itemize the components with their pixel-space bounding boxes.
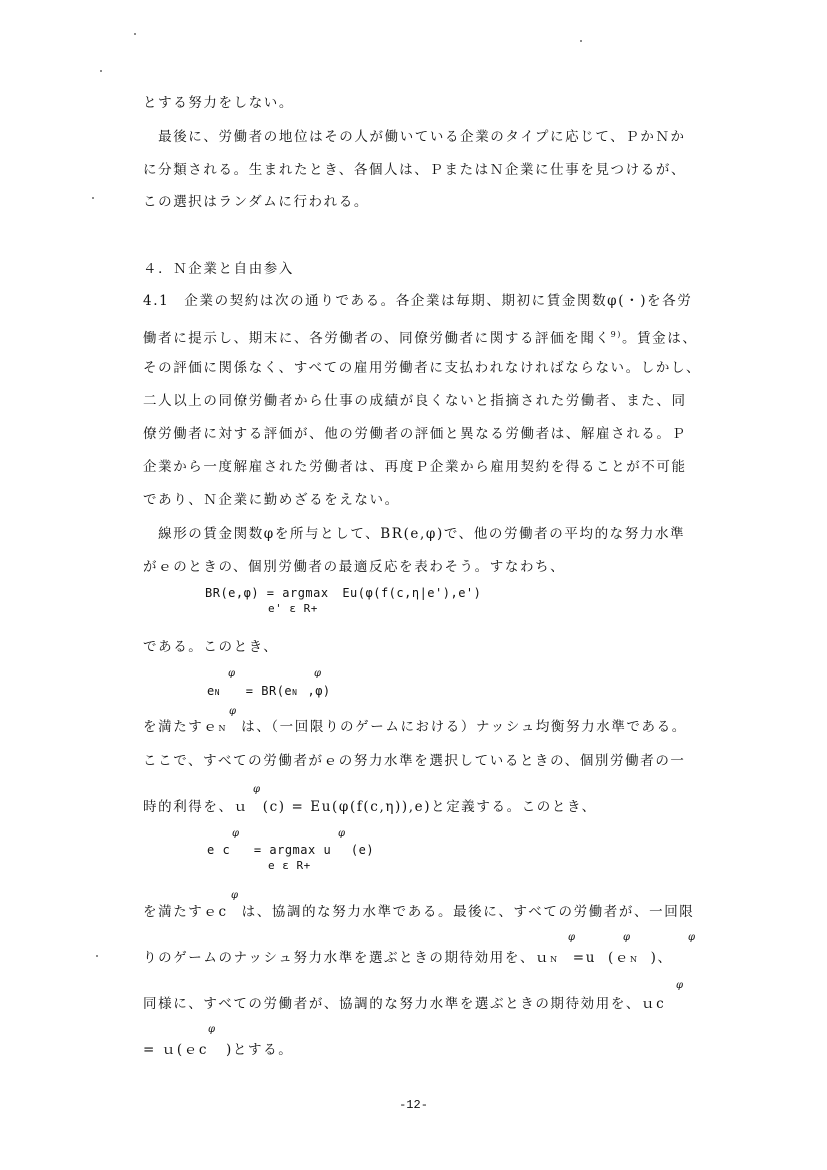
phi-superscript: φ	[338, 828, 346, 839]
text-line	[143, 326, 697, 348]
text-span: (ｅ	[608, 950, 630, 966]
formula-ec	[207, 842, 374, 858]
formula-en	[207, 683, 331, 701]
text-line: に分類される。生まれたとき、各個人は、ＰまたはＮ企業に仕事を見つけるが、	[143, 162, 687, 178]
footnote-reference: 9)	[610, 330, 622, 339]
text-line: その評価に関係なく、すべての雇用労働者に支払われなければならない。しかし、	[143, 360, 702, 376]
text-span: は、協調的な努力水準である。最後に、すべての労働者が、一回限	[241, 904, 695, 920]
text-line: 企業から一度解雇された労働者は、再度Ｐ企業から雇用契約を得ることが不可能	[143, 459, 687, 475]
phi-superscript: φ	[228, 668, 236, 679]
formula-ec-mid: = argmax u	[253, 843, 332, 857]
scan-speck	[92, 197, 94, 199]
text-span: )	[650, 950, 658, 966]
text-line: 線形の賃金関数φを所与として、BR(e,φ)で、他の労働者の平均的な努力水準	[143, 526, 686, 542]
phi-superscript: φ	[208, 1024, 216, 1035]
phi-superscript: φ	[676, 980, 684, 991]
text-line: この選択はランダムに行われる。	[143, 194, 369, 210]
text-span: (c) = Eu(φ(f(c,η)),e)と定義する。このとき、	[262, 799, 597, 815]
formula-ec-tail: (e)	[350, 843, 375, 857]
text-line	[143, 718, 687, 738]
scan-speck	[100, 70, 102, 72]
text-line: とする努力をしない。	[143, 95, 294, 111]
text-span: 。賃金は、	[621, 330, 698, 347]
text-line	[143, 903, 694, 921]
text-line: である。このとき、	[143, 639, 279, 655]
phi-superscript: φ	[231, 890, 239, 901]
text-line	[143, 949, 673, 969]
formula-ec-under: e ε R+	[268, 859, 311, 872]
formula-en-rhs: = BR(e	[245, 684, 293, 698]
text-line	[143, 1041, 293, 1059]
text-span: )とする。	[226, 1042, 294, 1058]
formula-ec-lhs: e c	[207, 843, 231, 857]
text-span: = ｕ(ｅc	[143, 1042, 209, 1058]
text-line: 最後に、労働者の地位はその人が働いている企業のタイプに応じて、ＰかＮか	[143, 129, 686, 145]
formula-en-tail: ,φ)	[307, 684, 331, 698]
formula-br	[205, 585, 481, 601]
phi-superscript: φ	[314, 668, 322, 679]
text-line	[143, 798, 597, 816]
phi-superscript: φ	[232, 828, 240, 839]
scan-speck	[96, 955, 98, 957]
phi-superscript: φ	[623, 932, 631, 943]
text-line: 僚労働者に対する評価が、他の労働者の評価と異なる労働者は、解雇される。Ｐ	[143, 426, 687, 442]
page-number: -12-	[399, 1098, 428, 1112]
phi-superscript: φ	[568, 932, 576, 943]
text-span: 時的利得を、ｕ	[143, 799, 249, 815]
text-span: を満たすｅc	[143, 904, 228, 920]
text-span: りのゲームのナッシュ努力水準を選ぶときの期待効用を、ｕ	[143, 950, 551, 966]
formula-br-under: e' ε R+	[268, 602, 318, 615]
text-line: がｅのときの、個別労働者の最適反応を表わそう。すなわち、	[143, 559, 566, 575]
subscript-n: N	[550, 955, 559, 964]
text-span: 、	[657, 950, 673, 966]
formula-en-lhs: e	[207, 684, 215, 698]
formula-en-rhs-sub: N	[292, 688, 298, 697]
formula-br-rhs: Eu(φ(f(c,η|e'),e')	[342, 586, 482, 600]
text-span: =u	[572, 950, 596, 966]
text-line: 4.1 企業の契約は次の通りである。各企業は毎期、期初に賃金関数φ(・)を各労	[143, 293, 693, 309]
text-span: は、（一回限りのゲームにおける）ナッシュ均衡努力水準である。	[241, 719, 687, 735]
text-line: であり、Ｎ企業に勤めざるをえない。	[143, 492, 400, 508]
text-line: ここで、すべての労働者がｅの努力水準を選択しているときの、個別労働者の一	[143, 753, 686, 769]
scan-speck	[580, 40, 582, 42]
text-line: 二人以上の同僚労働者から仕事の成績が良くないと指摘された労働者、また、同	[143, 393, 687, 409]
phi-superscript: φ	[229, 706, 237, 717]
phi-superscript: φ	[253, 784, 261, 795]
text-span: を満たすｅ	[143, 719, 219, 735]
phi-superscript: φ	[688, 932, 696, 943]
formula-br-lhs: BR(e,φ) = argmax	[205, 586, 329, 600]
subscript-n: N	[629, 955, 639, 964]
formula-en-sub: N	[214, 688, 221, 697]
text-line: 同様に、すべての労働者が、協調的な努力水準を選ぶときの期待効用を、ｕc	[143, 996, 666, 1012]
section-heading: ４．Ｎ企業と自由参入	[143, 261, 294, 277]
text-span: 働者に提示し、期末に、各労働者の、同僚労働者に関する評価を聞く	[143, 330, 611, 347]
subscript-n: N	[218, 724, 228, 733]
scan-speck	[134, 33, 136, 35]
